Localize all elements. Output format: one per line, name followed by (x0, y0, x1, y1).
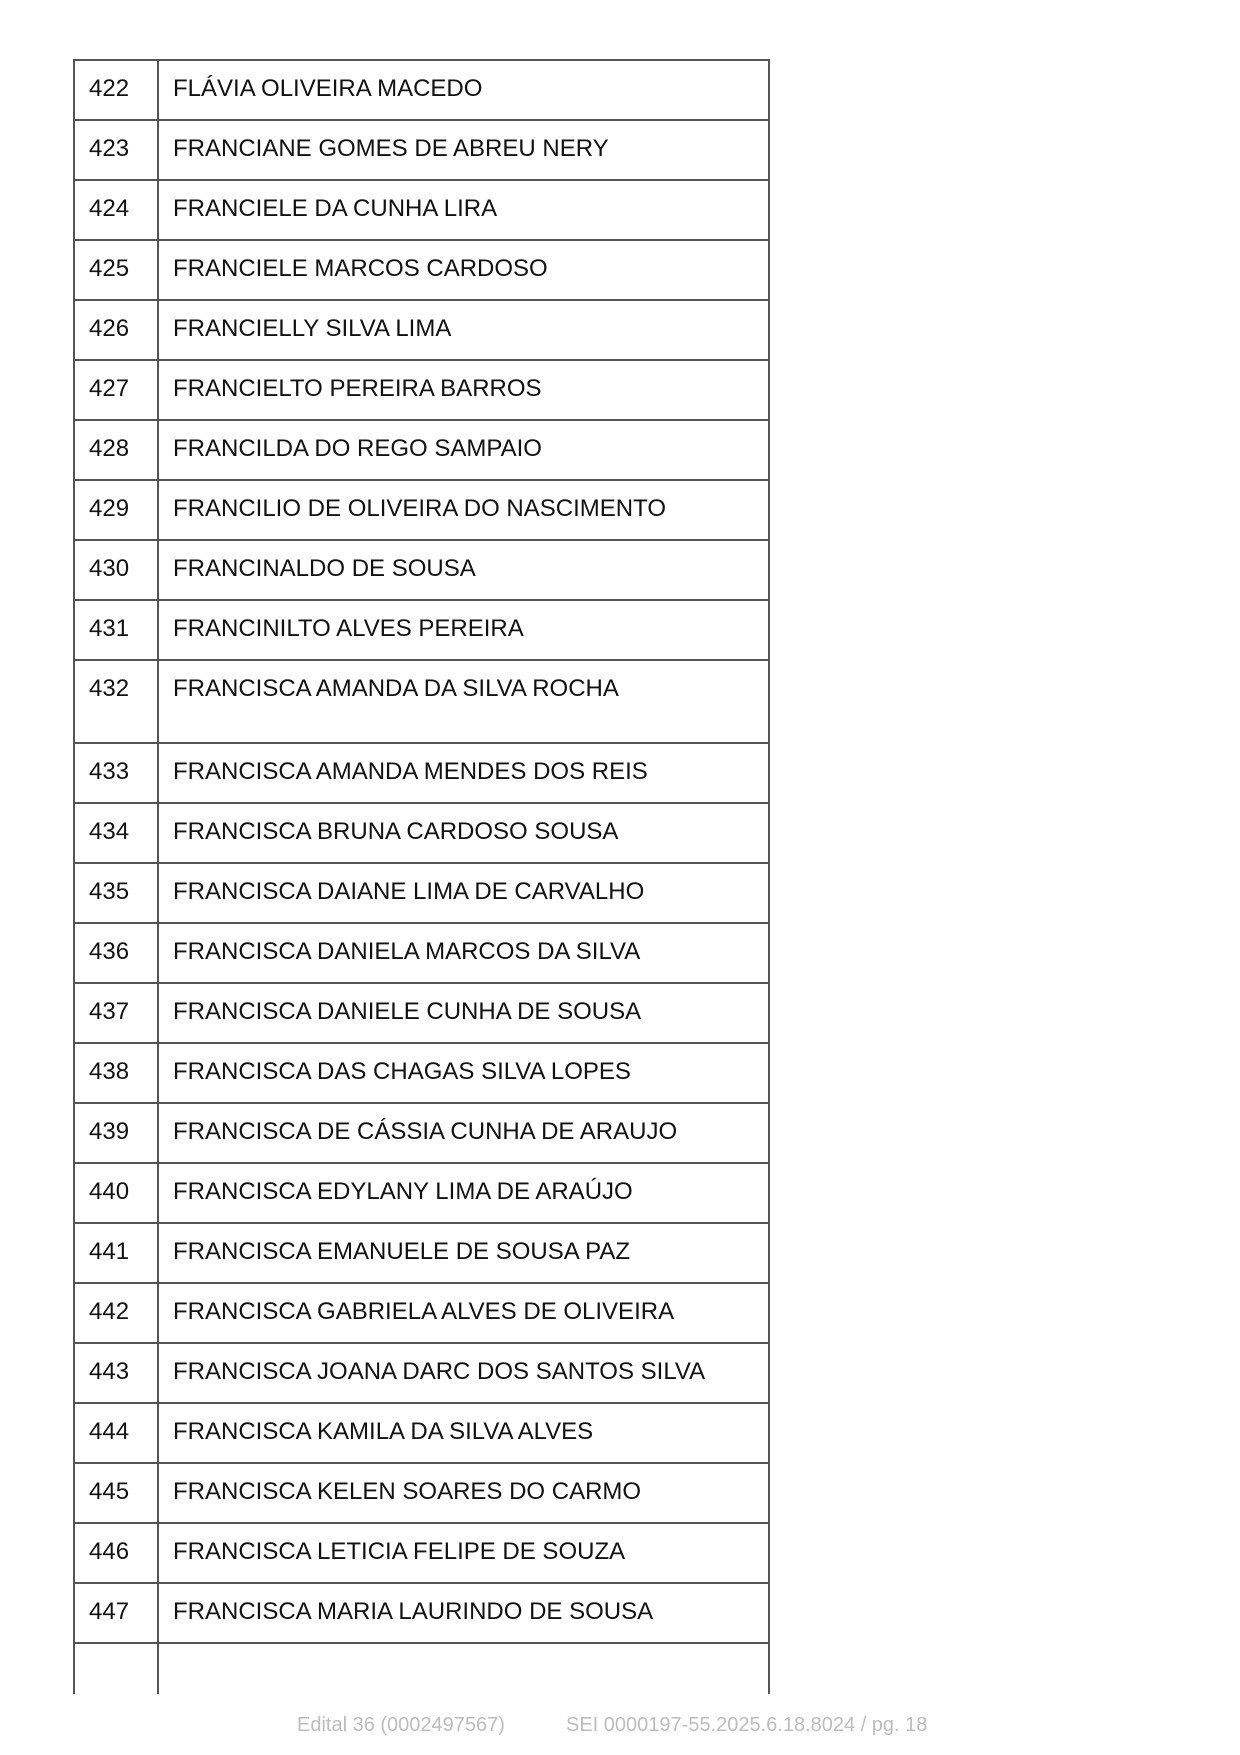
row-name: FRANCISCA EDYLANY LIMA DE ARAÚJO (158, 1163, 769, 1223)
row-number: 422 (74, 60, 158, 120)
table-row (74, 803, 769, 863)
row-name: FRANCISCA DAS CHAGAS SILVA LOPES (158, 1043, 769, 1103)
table-row (74, 1283, 769, 1343)
table-row (74, 300, 769, 360)
table-row (74, 180, 769, 240)
row-name: FRANCIELTO PEREIRA BARROS (158, 360, 769, 420)
row-number: 443 (74, 1343, 158, 1403)
row-number: 432 (74, 660, 158, 743)
row-number: 436 (74, 923, 158, 983)
table-row (74, 1343, 769, 1403)
table-row (74, 923, 769, 983)
row-name: FRANCISCA DE CÁSSIA CUNHA DE ARAUJO (158, 1103, 769, 1163)
row-name: FRANCILIO DE OLIVEIRA DO NASCIMENTO (158, 480, 769, 540)
row-number: 434 (74, 803, 158, 863)
row-name: FRANCILDA DO REGO SAMPAIO (158, 420, 769, 480)
row-name: FRANCINALDO DE SOUSA (158, 540, 769, 600)
row-name: FRANCISCA AMANDA MENDES DOS REIS (158, 743, 769, 803)
row-name: FRANCISCA KAMILA DA SILVA ALVES (158, 1403, 769, 1463)
row-number: 429 (74, 480, 158, 540)
row-name: FRANCISCA DANIELA MARCOS DA SILVA (158, 923, 769, 983)
table-row (74, 1103, 769, 1163)
table-row (74, 120, 769, 180)
table-row (74, 1523, 769, 1583)
table-row (74, 600, 769, 660)
row-name: FLÁVIA OLIVEIRA MACEDO (158, 60, 769, 120)
row-number: 426 (74, 300, 158, 360)
row-number: 430 (74, 540, 158, 600)
table-row (74, 1043, 769, 1103)
row-name: FRANCISCA AMANDA DA SILVA ROCHA (158, 660, 769, 743)
table-row (74, 660, 769, 743)
empty-cell (158, 1643, 769, 1694)
row-name: FRANCISCA DANIELE CUNHA DE SOUSA (158, 983, 769, 1043)
row-name: FRANCIELE MARCOS CARDOSO (158, 240, 769, 300)
name-list-table (73, 59, 770, 1694)
row-number: 446 (74, 1523, 158, 1583)
row-name: FRANCISCA JOANA DARC DOS SANTOS SILVA (158, 1343, 769, 1403)
row-number: 440 (74, 1163, 158, 1223)
row-name: FRANCISCA KELEN SOARES DO CARMO (158, 1463, 769, 1523)
row-number: 444 (74, 1403, 158, 1463)
row-number: 438 (74, 1043, 158, 1103)
row-name: FRANCISCA BRUNA CARDOSO SOUSA (158, 803, 769, 863)
table-row (74, 360, 769, 420)
table-row (74, 240, 769, 300)
row-name: FRANCISCA DAIANE LIMA DE CARVALHO (158, 863, 769, 923)
footer-reference: SEI 0000197-55.2025.6.18.8024 / pg. 18 (566, 1714, 928, 1736)
table-row (74, 863, 769, 923)
row-name: FRANCIELE DA CUNHA LIRA (158, 180, 769, 240)
row-name: FRANCISCA LETICIA FELIPE DE SOUZA (158, 1523, 769, 1583)
row-name: FRANCISCA EMANUELE DE SOUSA PAZ (158, 1223, 769, 1283)
row-number: 427 (74, 360, 158, 420)
row-name: FRANCISCA MARIA LAURINDO DE SOUSA (158, 1583, 769, 1643)
table-row-continuation (74, 1643, 769, 1694)
table-row (74, 420, 769, 480)
row-number: 435 (74, 863, 158, 923)
table-row (74, 1403, 769, 1463)
row-number: 447 (74, 1583, 158, 1643)
table-row (74, 480, 769, 540)
empty-cell (74, 1643, 158, 1694)
row-number: 439 (74, 1103, 158, 1163)
table-row (74, 983, 769, 1043)
table-row (74, 1163, 769, 1223)
footer-document-id: Edital 36 (0002497567) (297, 1714, 505, 1736)
name-list-body (74, 60, 769, 1694)
row-number: 423 (74, 120, 158, 180)
row-number: 437 (74, 983, 158, 1043)
table-row (74, 1463, 769, 1523)
row-name: FRANCIANE GOMES DE ABREU NERY (158, 120, 769, 180)
table-row (74, 743, 769, 803)
table-row (74, 1583, 769, 1643)
table-row (74, 1223, 769, 1283)
row-number: 445 (74, 1463, 158, 1523)
row-number: 431 (74, 600, 158, 660)
row-name: FRANCINILTO ALVES PEREIRA (158, 600, 769, 660)
row-number: 428 (74, 420, 158, 480)
table-row (74, 60, 769, 120)
row-number: 425 (74, 240, 158, 300)
row-number: 442 (74, 1283, 158, 1343)
row-name: FRANCIELLY SILVA LIMA (158, 300, 769, 360)
row-name: FRANCISCA GABRIELA ALVES DE OLIVEIRA (158, 1283, 769, 1343)
row-number: 441 (74, 1223, 158, 1283)
row-number: 433 (74, 743, 158, 803)
row-number: 424 (74, 180, 158, 240)
table-row (74, 540, 769, 600)
